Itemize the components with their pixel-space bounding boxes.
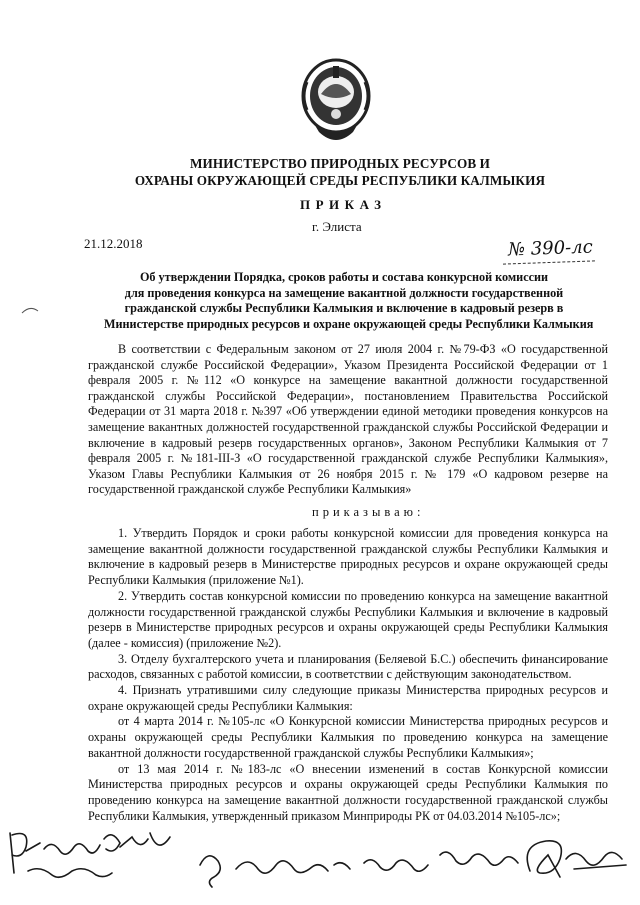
order-subject <box>104 270 594 332</box>
order-number-handwritten: № 390-лс <box>507 236 594 261</box>
order-item: от 4 марта 2014 г. №105-лс «О Конкурсной комиссии Министерства природных ресурсов и охраны окружающей среды Республики Калмыкия по проведению конкурса на замещение вакантной должности государственной гражданской службы Республики Калмыкия»; <box>88 714 608 760</box>
signatures-area <box>0 825 640 905</box>
order-item: 4. Признать утратившими силу следующие приказы Министерства природных ресурсов и охране окружающей среды Республики Калмыкия: <box>88 683 608 713</box>
ministry-name-line2: ОХРАНЫ ОКРУЖАЮЩЕЙ СРЕДЫ РЕСПУБЛИКИ КАЛМЫКИЯ <box>134 173 546 188</box>
subject-line: для проведения конкурса на замещение вакантной должности государственной <box>124 285 564 300</box>
coat-of-arms-emblem <box>293 52 379 148</box>
order-date: 21.12.2018 <box>84 236 143 251</box>
order-items <box>88 526 608 824</box>
order-item: 2. Утвердить состав конкурсной комиссии по проведению конкурса на замещение вакантной должности государственной гражданской службы Республики Калмыкия и включение в кадровый резерв в Министерстве природных ресурсов и охраны окружающей среды Республики Калмыкия (далее - комиссия) (приложение №2). <box>88 588 608 650</box>
subject-line: Об утверждении Порядка, сроков работы и состава конкурсной комиссии <box>139 270 549 284</box>
city: г. Элиста <box>312 219 362 234</box>
order-item: 1. Утвердить Порядок и сроки работы конкурсной комиссии для проведения конкурса на замещение вакантной должности государственной гражданской службы Республики Калмыкия и включение в кадровый резерв в Министерстве природных ресурсов и охране окружающей среды Республики Калмыкия (приложение №1). <box>88 526 608 588</box>
decree-word: приказываю: <box>312 505 425 519</box>
order-item: 3. Отделу бухгалтерского учета и планирования (Беляевой Б.С.) обеспечить финансирование расходов, связанных с работой комиссии, в соответствии с действующим законодательством. <box>88 651 608 682</box>
subject-line: Министерстве природных ресурсов и охране окружающей среды Республики Калмыкия <box>104 316 594 331</box>
ministry-name-line1: МИНИСТЕРСТВО ПРИРОДНЫХ РЕСУРСОВ И <box>190 156 490 171</box>
preamble-paragraph: В соответствии с Федеральным законом от 27 июля 2004 г. №79-ФЗ «О государственной гражданской службе Российской Федерации», Указом Президента Российской Федерации от 1 февраля 2005 г. №112 «О конкурсе на замещение вакантной должности государственной гражданской службы Российской Федерации», постановлением Правительства Российской Федерации от 31 марта 2018 г. №397 «Об утверждении единой методики проведения конкурсов на замещение вакантных должностей государственной гражданской службы Российской Федерации и включение в кадровый резерв государственных органов», Законом Республики Калмыкия от 7 февраля 2005 г. №181-III-З «О государственной гражданской службе Республики Калмыкия», Указом Главы Республики Калмыкия от 26 ноября 2015 г. № 179 «О кадровом резерве на государственной гражданской службе Республики Калмыкия» <box>88 342 608 497</box>
ministry-name <box>120 155 560 189</box>
margin-mark-icon <box>20 303 40 317</box>
order-title: ПРИКАЗ <box>300 197 387 212</box>
order-item: от 13 мая 2014 г. №183-лс «О внесении изменений в состав Конкурсной комиссии Министерства природных ресурсов и охраны окружающей среды Республики Калмыкия по проведению конкурса на замещение вакантной должности государственной гражданской службы Республики Калмыкия, утвержденный приказом Минприроды РК от 04.03.2014 №105-лс»; <box>88 761 608 823</box>
order-number-underline <box>503 260 595 265</box>
subject-line: гражданской службы Республики Калмыкия и включение в кадровый резерв в <box>124 301 564 316</box>
handwritten-signatures-icon <box>0 825 640 905</box>
